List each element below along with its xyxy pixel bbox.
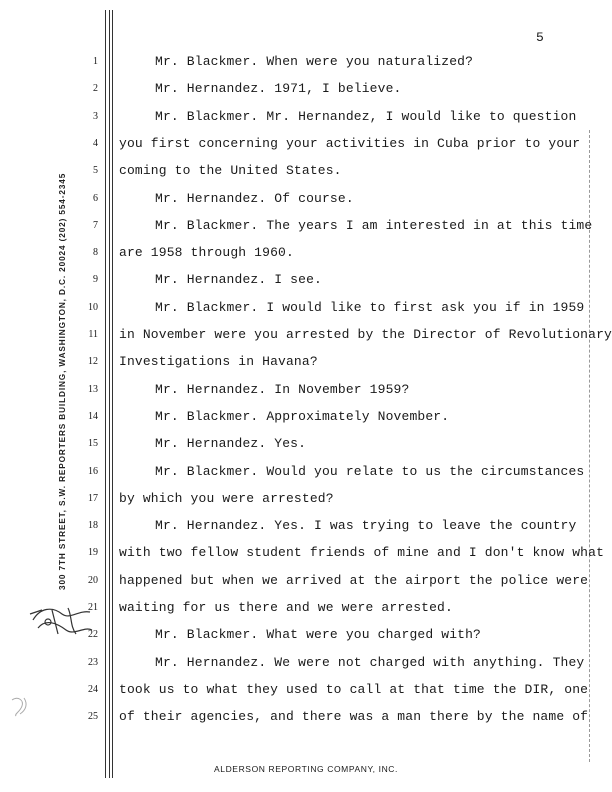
line-number: 7: [93, 219, 98, 231]
transcript-line: by which you were arrested?: [119, 490, 334, 506]
margin-rule: [105, 10, 106, 778]
transcript-line: Mr. Blackmer. Approximately November.: [155, 408, 450, 424]
line-number: 16: [88, 465, 98, 477]
line-number: 22: [88, 629, 98, 641]
footer-reporting-company: ALDERSON REPORTING COMPANY, INC.: [213, 764, 399, 774]
line-number: 23: [88, 656, 98, 668]
side-margin-address: 300 7TH STREET, S.W. REPORTERS BUILDING, WASHINGTON, D.C. 20024 (202) 554-2345: [58, 172, 67, 590]
line-number: 2: [93, 83, 98, 95]
transcript-line: Mr. Blackmer. When were you naturalized?: [155, 54, 474, 69]
line-number: 10: [88, 301, 98, 313]
line-number: 21: [88, 602, 98, 613]
transcript-line: Mr. Hernandez. We were not charged with anything. They: [155, 654, 585, 670]
transcript-line: Mr. Hernandez. Yes. I was trying to leave the country: [155, 518, 577, 534]
line-number: 25: [88, 711, 98, 723]
transcript-line: Mr. Hernandez. I see.: [155, 272, 322, 288]
line-number: 20: [88, 574, 98, 586]
transcript-line: you first concerning your activities in Cuba prior to your: [119, 135, 581, 151]
line-number: 17: [88, 492, 98, 504]
line-number: 13: [88, 383, 98, 395]
line-number: 12: [88, 356, 98, 368]
transcript-line: Mr. Blackmer. The years I am interested in at this time: [155, 217, 593, 233]
margin-rule: [112, 10, 113, 778]
transcript-line: Mr. Hernandez. 1971, I believe.: [155, 81, 402, 97]
line-number: 18: [88, 520, 98, 532]
line-number: 4: [93, 137, 98, 149]
transcript-line: Mr. Blackmer. I would like to first ask you if in 1959: [155, 299, 585, 315]
line-number: 15: [88, 438, 98, 450]
transcript-line: are 1958 through 1960.: [119, 245, 294, 261]
line-number: 24: [88, 683, 98, 695]
transcript-line: Mr. Blackmer. Would you relate to us the circumstances: [155, 463, 585, 479]
transcript-line: Mr. Hernandez. Yes.: [155, 436, 307, 452]
transcript-line: Mr. Blackmer. Mr. Hernandez, I would like to question: [155, 108, 577, 124]
transcript-line: took us to what they used to call at that time the DIR, one: [119, 681, 589, 697]
line-number: 1: [93, 56, 98, 67]
line-number: 3: [93, 110, 98, 122]
transcript-line: happened but when we arrived at the airport the police were: [119, 572, 589, 588]
line-number: 6: [93, 192, 98, 204]
transcript-line: waiting for us there and we were arrested.: [119, 600, 453, 615]
transcript-line: Mr. Hernandez. Of course.: [155, 190, 354, 206]
line-number: 11: [88, 329, 98, 340]
smudge-mark-icon: [8, 694, 32, 718]
transcript-line: of their agencies, and there was a man there by the name of: [119, 709, 589, 725]
line-number: 14: [88, 410, 98, 422]
transcript-line: Investigations in Havana?: [119, 354, 318, 370]
transcript-line: in November were you arrested by the Director of Revolutionary: [119, 327, 612, 342]
line-number: 8: [93, 247, 98, 259]
transcript-line: with two fellow student friends of mine and I don't know what: [119, 545, 605, 561]
line-number: 5: [93, 165, 98, 177]
page-number: 5: [536, 30, 544, 45]
transcript-line: coming to the United States.: [119, 163, 342, 179]
margin-rule: [109, 10, 110, 778]
line-number: 9: [93, 274, 98, 286]
transcript-line: Mr. Blackmer. What were you charged with?: [155, 627, 482, 643]
line-number: 19: [88, 547, 98, 559]
transcript-line: Mr. Hernandez. In November 1959?: [155, 381, 410, 397]
